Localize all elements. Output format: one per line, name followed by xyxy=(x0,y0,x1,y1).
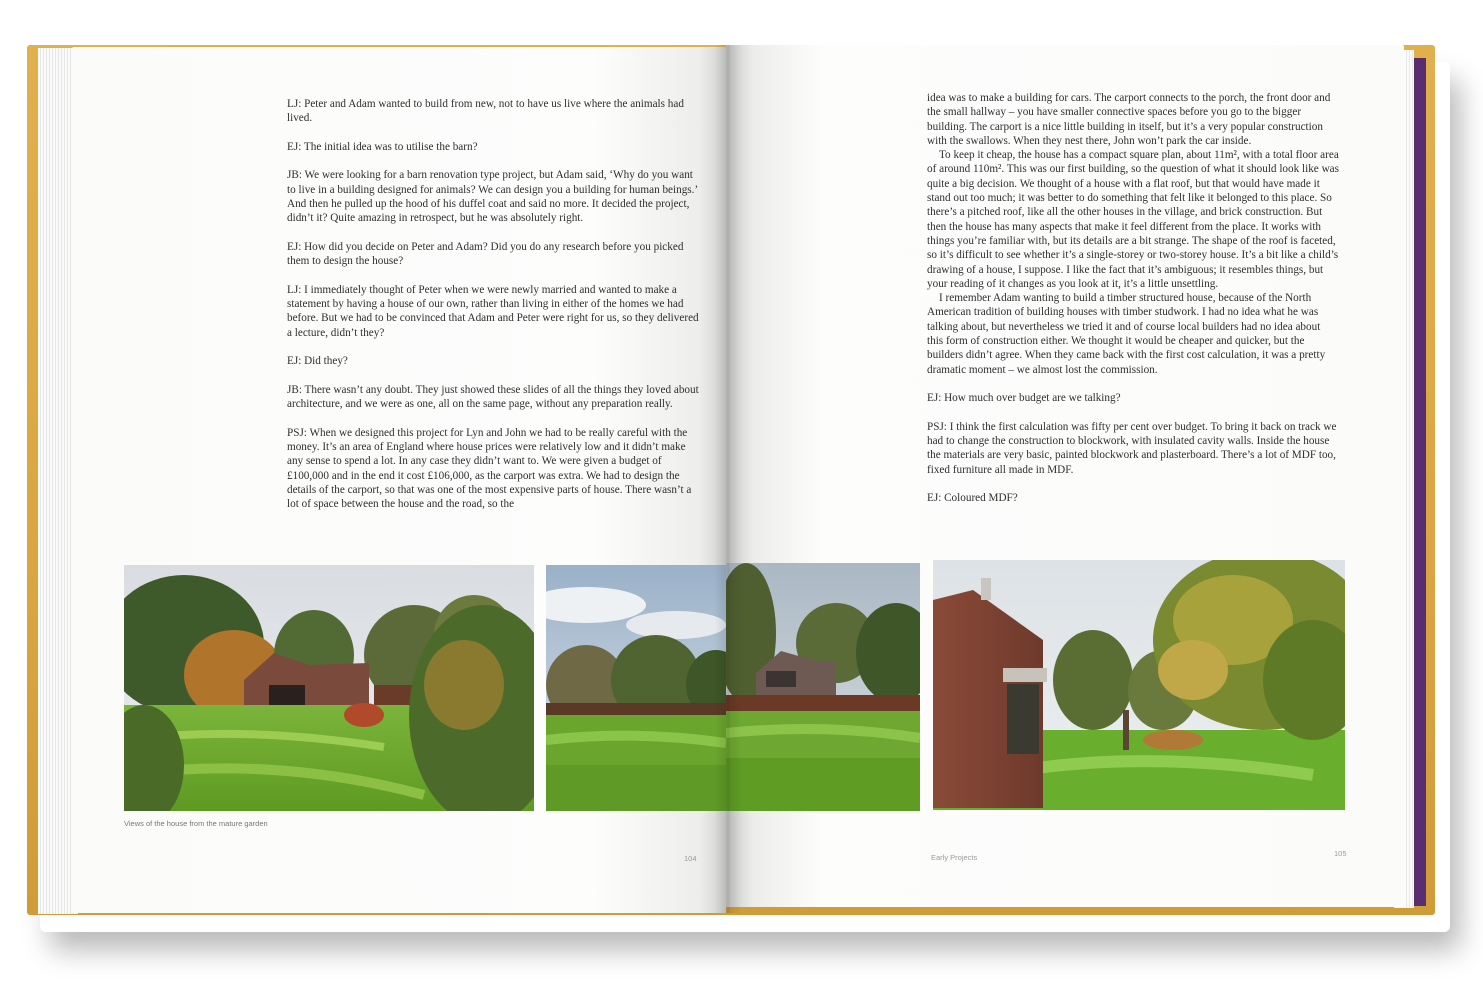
cover-edge-right xyxy=(1412,58,1426,906)
garden-photo-2-left xyxy=(546,565,726,811)
paragraph: idea was to make a building for cars. The carport connects to the porch, the front door and the small hallway – you have smaller connective spaces before you go to the bigger building. The carport is a nice little building in itself, but it’s a very popular construction with the swallows. When they nest there, John won’t park the car inside. xyxy=(927,92,1331,147)
paragraph: PSJ: I think the first calculation was fifty per cent over budget. To bring it back on track we had to change the construction to blockwork, with insulated cavity walls. Inside the house the materials are very basic, painted blockwork and plasterboard. There’s a lot of MDF too, fixed furniture all made in MDF. xyxy=(927,420,1337,476)
photo-caption: Views of the house from the mature garden xyxy=(124,819,268,828)
page-number-left: 104 xyxy=(684,854,697,863)
garden-photo-2-right xyxy=(726,563,920,811)
right-page xyxy=(726,45,1404,907)
paragraph: LJ: I immediately thought of Peter when we were newly married and wanted to make a statement by having a house of our own, rather than living in either of the homes we had before. But we had to be convinced that Adam and Peter were right for us, so they delivered a lecture, didn’t they? xyxy=(287,283,699,339)
paragraph: EJ: Coloured MDF? xyxy=(927,492,1018,505)
paragraph: EJ: The initial idea was to utilise the barn? xyxy=(287,140,478,153)
garden-photo-1 xyxy=(124,565,534,811)
paragraph: I remember Adam wanting to build a timber structured house, because of the North American tradition of building houses with timber studwork. I had no idea what he was talking about, but nevertheless we tried it and of course local builders had no idea about this form of construction either. We thought it would be cheaper and quicker, but the builders didn’t agree. When they came back with the first cost calculation, it was a pretty dramatic moment – we almost lost the commission. xyxy=(927,292,1326,376)
paragraph: To keep it cheap, the house has a compact square plan, about 11m², with a total floor area of around 110m². This was our first building, so the question of what it should look like was quite a big decision. We thought of a house with a flat roof, but that would have made it stand out too much; it was better to do something that felt like it belonged to this place. So there’s a pitched roof, like all the other houses in the village, and brick construction. But then the house has many aspects that make it feel different from the place. It works with things you’re familiar with, but its details are a bit strange. The shape of the roof is faceted, so it’s difficult to see whether it’s a single-storey or two-storey house. It’s a bit like a child’s drawing of a house, I suppose. I like the fact that it’s ambiguous; it resembles things, but your reading of it changes as you look at it, it’s a little unsettling. xyxy=(927,149,1339,290)
paragraph: LJ: Peter and Adam wanted to build from new, not to have us live where the animals had lived. xyxy=(287,98,684,125)
right-page-text xyxy=(927,91,1339,520)
page-number-right: 105 xyxy=(1334,849,1347,858)
left-page-text xyxy=(287,97,699,526)
paragraph: EJ: How much over budget are we talking? xyxy=(927,392,1121,405)
running-head: Early Projects xyxy=(931,853,978,862)
paragraph: PSJ: When we designed this project for Lyn and John we had to be really careful with the money. It’s an area of England where house prices were relatively low and it didn’t make any sense to spend a lot. In any case they didn’t want to. We were given a budget of £100,000 and in the end it cost £106,000, as the carport was extra. We had to design the details of the carport, so that was one of the most expensive parts of house. There wasn’t a lot of space between the house and the road, so the xyxy=(287,426,692,511)
paragraph: EJ: Did they? xyxy=(287,355,348,368)
garden-photo-3 xyxy=(933,560,1345,810)
paragraph: EJ: How did you decide on Peter and Adam? Did you do any research before you picked them to design the house? xyxy=(287,240,684,268)
paragraph: JB: We were looking for a barn renovation type project, but Adam said, ‘Why do you want to live in a building designed for animals? We can design you a building for human beings.’ And then he pulled up the hood of his duffel coat and said no more. It decided the project, didn’t it? Quite amazing in retrospect, but he was absolutely right. xyxy=(287,169,698,225)
left-page xyxy=(72,47,726,913)
paragraph: JB: There wasn’t any doubt. They just showed these slides of all the things they loved about architecture, and we were as one, all on the same page, without any preparation really. xyxy=(287,383,699,411)
